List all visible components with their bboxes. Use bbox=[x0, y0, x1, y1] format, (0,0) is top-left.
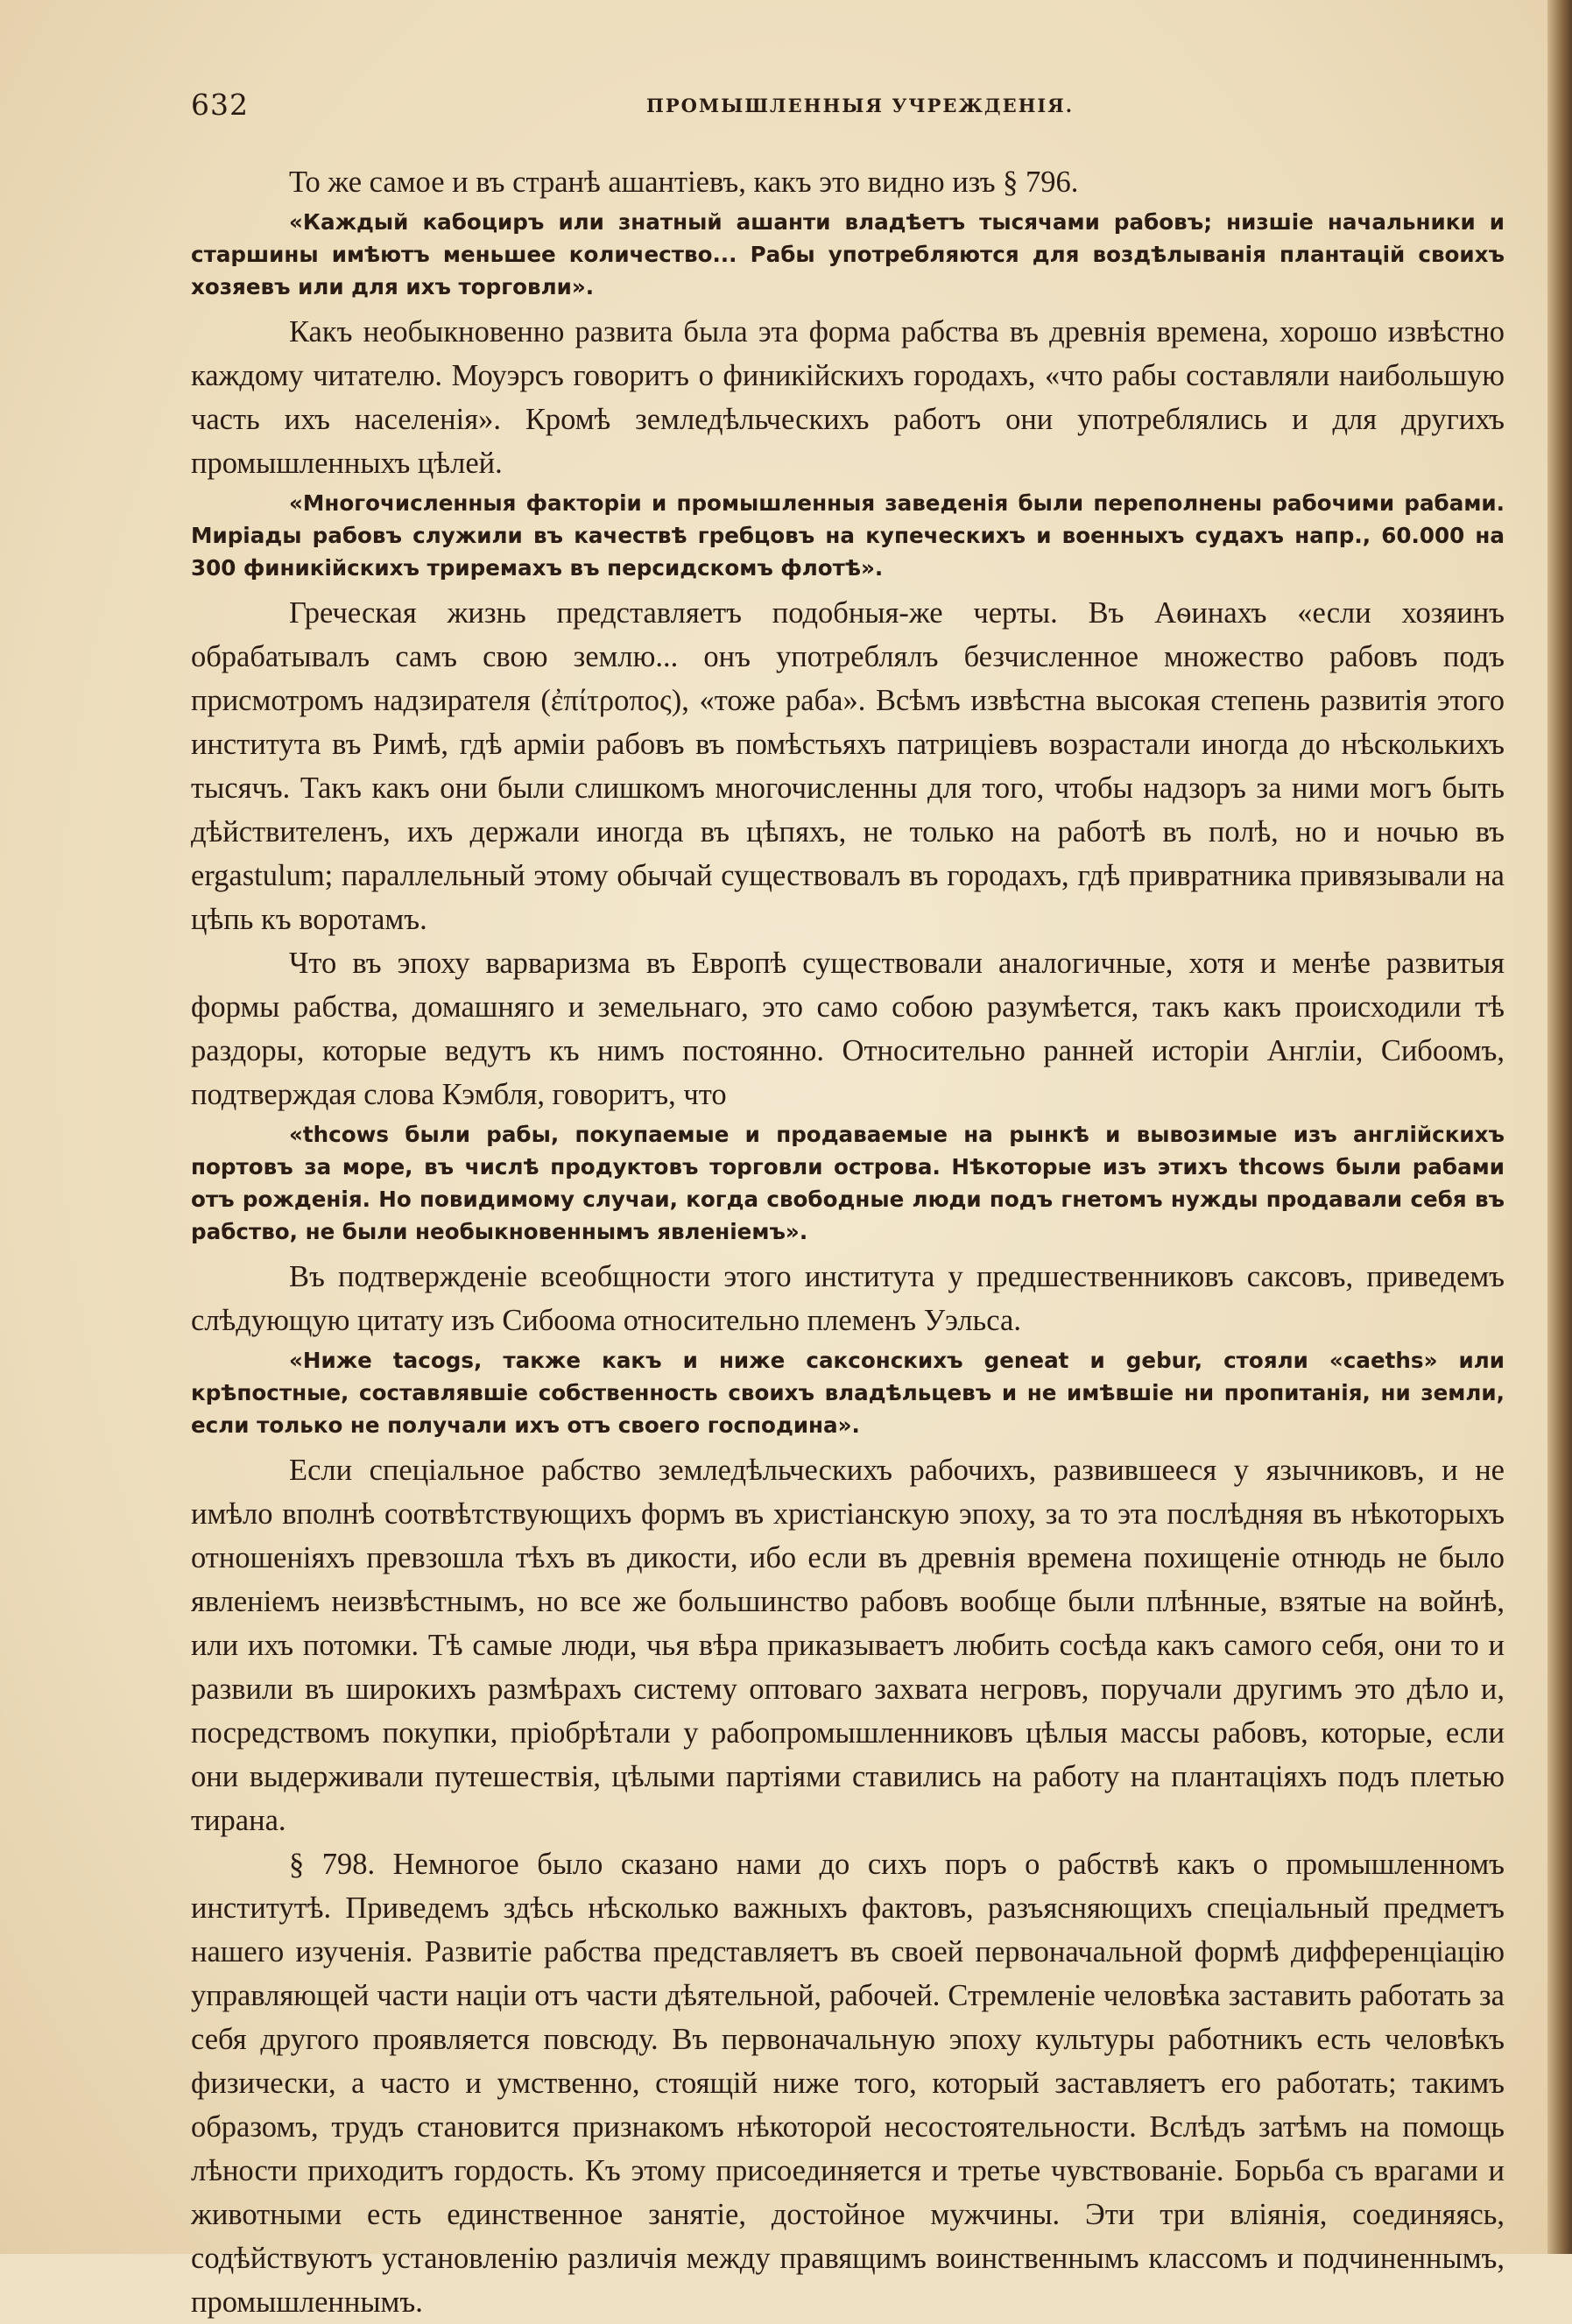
running-head: ПРОМЫШЛЕННЫЯ УЧРЕЖДЕНІЯ. bbox=[646, 95, 1075, 116]
paragraph: То же самое и въ странѣ ашантіевъ, какъ это видно изъ § 796. bbox=[289, 165, 1079, 199]
page-edge bbox=[1547, 0, 1572, 2254]
block-quote: «Многочисленныя факторіи и промышленныя заведенія были переполнены рабочими рабами. Миріады рабовъ служили въ качествѣ гребцовъ на купеческихъ и военныхъ судахъ напр., 60.000 на 300 финикійскихъ триремахъ въ персидскомъ флотѣ». bbox=[191, 490, 1505, 581]
block-quote: «thcows были рабы, покупаемые и продаваемые на рынкѣ и вывозимые изъ англійскихъ портовъ за море, въ числѣ продуктовъ торговли острова. Нѣкоторые изъ этихъ thcows были рабами отъ рожденія. Но повидимому случаи, когда свободные люди подъ гнетомъ нужды продавали себя въ рабство, не были необыкновеннымъ явленіемъ». bbox=[191, 1122, 1505, 1244]
section-paragraph: § 798. Немногое было сказано нами до сихъ поръ о рабствѣ какъ о промышленномъ институтѣ. Приведемъ здѣсь нѣсколько важныхъ фактовъ, разъясняющихъ спеціальный предметъ нашего изученія. Развитіе рабства представляетъ въ своей первоначальной формѣ дифференціацію управляющей части націи отъ части дѣятельной, рабочей. Стремленіе человѣка заставить работать за себя другого проявляется повсюду. Въ первоначальную эпоху культуры работникъ есть человѣкъ физически, а часто и умственно, стоящій ниже того, который заставляетъ его работать; такимъ образомъ, трудъ становится признакомъ нѣкоторой несостоятельности. Вслѣдъ затѣмъ на помощь лѣности приходитъ гордость. Къ этому присоединяется и третье чувствованіе. Борьба съ врагами и животными есть единственное занятіе, достойное мужчины. Эти три вліянія, соединяясь, содѣйствуютъ установленію различія между правящимъ воинственнымъ классомъ и подчиненнымъ, промышленнымъ. bbox=[191, 1848, 1505, 2319]
paragraph: Греческая жизнь представляетъ подобныя-же черты. Въ Аѳинахъ «если хозяинъ обрабатывалъ самъ свою землю... онъ употреблялъ безчисленное множество рабовъ подъ присмотромъ надзирателя (ἐπίτροπος), «тоже раба». Всѣмъ извѣстна высокая степень развитія этого института въ Римѣ, гдѣ арміи рабовъ въ помѣстьяхъ патриціевъ возрастали иногда до нѣсколькихъ тысячъ. Такъ какъ они были слишкомъ многочисленны для того, чтобы надзоръ за ними могъ быть дѣйствителенъ, ихъ держали иногда въ цѣпяхъ, не только на работѣ въ полѣ, но и ночью въ ergastulum; параллельный этому обычай существовалъ въ городахъ, гдѣ привратника привязывали на цѣпь къ воротамъ. bbox=[191, 596, 1505, 936]
page-body bbox=[191, 160, 1505, 2324]
block-quote: «Ниже tacogs, также какъ и ниже саксонскихъ geneat и gebur, стояли «caeths» или крѣпостные, составлявшіе собственность своихъ владѣльцевъ и не имѣвшіе ни пропитанія, ни земли, если только не получали ихъ отъ своего господина». bbox=[191, 1348, 1505, 1438]
paragraph: Какъ необыкновенно развита была эта форма рабства въ древнія времена, хорошо извѣстно каждому читателю. Моуэрсъ говоритъ о финикійскихъ городахъ, «что рабы составляли наибольшую часть ихъ населенія». Кромѣ земледѣльческихъ работъ они употреблялись и для другихъ промышленныхъ цѣлей. bbox=[191, 315, 1505, 480]
paragraph: Въ подтвержденіе всеобщности этого института у предшественниковъ саксовъ, приведемъ слѣдующую цитату изъ Сибоома относительно племенъ Уэльса. bbox=[191, 1260, 1505, 1337]
paragraph: Если спеціальное рабство земледѣльческихъ рабочихъ, развившееся у язычниковъ, и не имѣло вполнѣ соотвѣтствующихъ формъ въ христіанскую эпоху, за то эта послѣдняя въ нѣкоторыхъ отношеніяхъ превзошла тѣхъ въ дикости, ибо если въ древнія времена похищеніе отнюдь не было явленіемъ неизвѣстнымъ, но все же большинство рабовъ вообще были плѣнные, взятые на войнѣ, или ихъ потомки. Тѣ самые люди, чья вѣра приказываетъ любить сосѣда какъ самого себя, они то и развили въ широкихъ размѣрахъ систему оптоваго захвата негровъ, поручали другимъ это дѣло и, посредствомъ покупки, пріобрѣтали у рабопромышленниковъ цѣлыя массы рабовъ, которые, если они выдерживали путешествія, цѣлыми партіями ставились на работу на плантаціяхъ подъ плетью тирана. bbox=[191, 1454, 1505, 1837]
page-number: 632 bbox=[191, 88, 249, 122]
block-quote: «Каждый кабоциръ или знатный ашанти владѣетъ тысячами рабовъ; низшіе начальники и старшины имѣютъ меньшее количество... Рабы употребляются для воздѣлыванія плантацій своихъ хозяевъ или для ихъ торговли». bbox=[191, 209, 1505, 299]
paragraph: Что въ эпоху варваризма въ Европѣ существовали аналогичные, хотя и менѣе развитыя формы рабства, домашняго и земельнаго, это само собою разумѣется, такъ какъ происходили тѣ раздоры, которые ведутъ къ нимъ постоянно. Относительно ранней исторіи Англіи, Сибоомъ, подтверждая слова Кэмбля, говоритъ, что bbox=[191, 947, 1505, 1111]
page-header bbox=[191, 88, 1505, 123]
